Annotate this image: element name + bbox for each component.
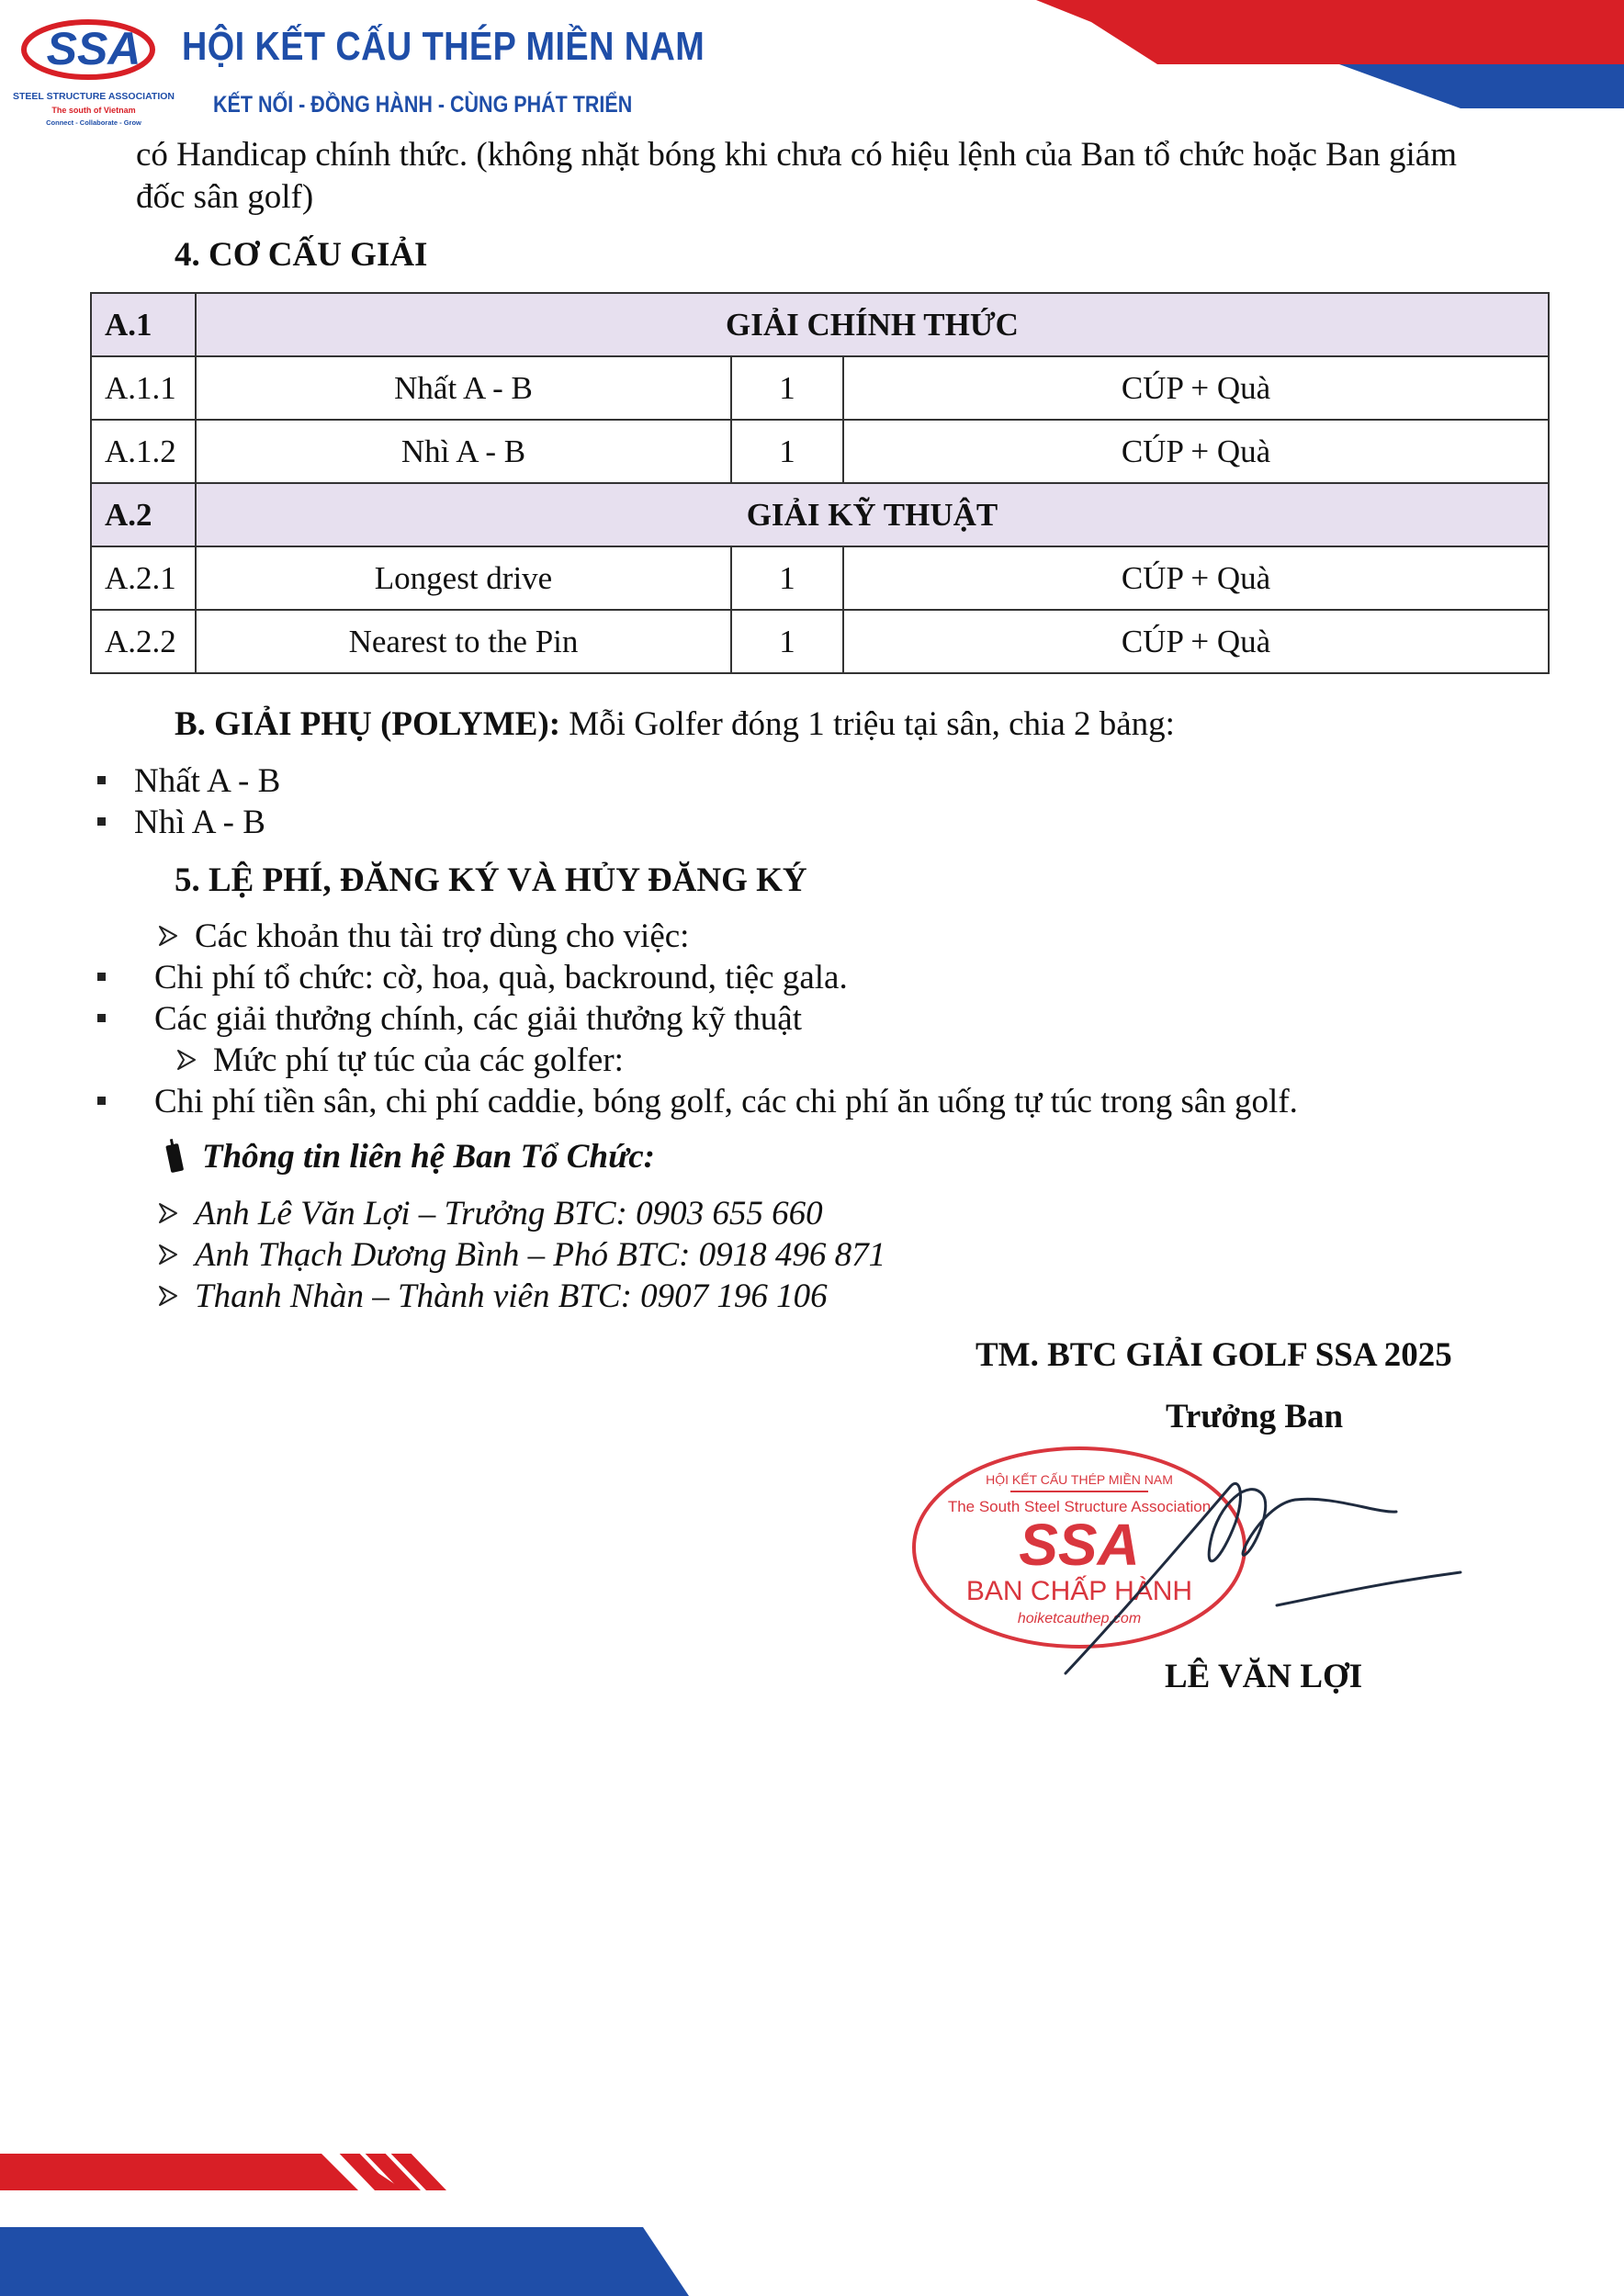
row-qty: 1 (731, 420, 843, 483)
table-row (91, 356, 1549, 420)
org-name: HỘI KẾT CẤU THÉP MIỀN NAM (182, 24, 705, 69)
seal-abbr: SSA (1019, 1512, 1140, 1578)
square-bullet-icon (97, 776, 106, 784)
section-code: A.1 (91, 293, 196, 356)
contact-person: Anh Thạch Dương Bình – Phó BTC: 0918 496 871 (195, 1236, 886, 1274)
ssa-logo (13, 11, 175, 134)
arrow-bullet-icon (156, 924, 180, 948)
row-name: Nearest to the Pin (196, 610, 731, 673)
arrow-bullet-icon (156, 1284, 180, 1308)
arrow-bullet-icon (175, 1048, 198, 1072)
contact-person: Thanh Nhàn – Thành viên BTC: 0907 196 106 (195, 1277, 828, 1315)
row-code: A.2.2 (91, 610, 196, 673)
contact-person: Anh Lê Văn Lợi – Trưởng BTC: 0903 655 660 (195, 1195, 823, 1232)
row-qty: 1 (731, 356, 843, 420)
logo-line3: Connect - Collaborate - Grow (46, 118, 141, 127)
header-corner-decoration (1036, 0, 1624, 108)
slogan: KẾT NỐI - ĐỒNG HÀNH - CÙNG PHÁT TRIỂN (213, 92, 633, 118)
phone-icon (164, 1139, 187, 1176)
logo-line1: STEEL STRUCTURE ASSOCIATION (13, 91, 175, 102)
row-name: Longest drive (196, 546, 731, 610)
signature-org-line: TM. BTC GIẢI GOLF SSA 2025 (976, 1336, 1452, 1374)
row-qty: 1 (731, 546, 843, 610)
table-section-row (91, 293, 1549, 356)
section-5-title: 5. LỆ PHÍ, ĐĂNG KÝ VÀ HỦY ĐĂNG KÝ (175, 861, 807, 899)
logo-line2: The south of Vietnam (51, 106, 136, 115)
intro-line-2: đốc sân golf) (136, 178, 314, 216)
signature-role: Trưởng Ban (1166, 1398, 1344, 1435)
row-code: A.2.1 (91, 546, 196, 610)
section-4-title: 4. CƠ CẤU GIẢI (175, 236, 428, 274)
row-reward: CÚP + Quà (843, 420, 1549, 483)
prize-structure-table (90, 292, 1550, 674)
row-name: Nhất A - B (196, 356, 731, 420)
arrow-bullet-icon (156, 1243, 180, 1266)
seal-arc-text: The South Steel Structure Association (947, 1498, 1212, 1515)
signer-name: LÊ VĂN LỢI (1165, 1658, 1363, 1695)
seal-top-text: HỘI KẾT CẤU THÉP MIỀN NAM (986, 1472, 1173, 1487)
table-row (91, 420, 1549, 483)
list-item: Các giải thưởng chính, các giải thưởng kỹ thuật (154, 1000, 802, 1038)
contact-title: Thông tin liên hệ Ban Tổ Chức: (202, 1138, 655, 1176)
section-title: GIẢI KỸ THUẬT (196, 483, 1549, 546)
logo-abbr: SSA (46, 23, 141, 74)
square-bullet-icon (97, 1097, 106, 1105)
table-row (91, 546, 1549, 610)
list-item: Chi phí tổ chức: cờ, hoa, quà, backround, tiệc gala. (154, 959, 848, 996)
section-5-sub-1: Các khoản thu tài trợ dùng cho việc: (195, 917, 690, 955)
section-b-line (175, 703, 1175, 745)
seal-web: hoiketcauthep.com (1017, 1611, 1142, 1626)
table-row (91, 610, 1549, 673)
section-code: A.2 (91, 483, 196, 546)
row-qty: 1 (731, 610, 843, 673)
square-bullet-icon (97, 973, 106, 981)
section-title: GIẢI CHÍNH THỨC (196, 293, 1549, 356)
square-bullet-icon (97, 817, 106, 826)
section-b-title: B. GIẢI PHỤ (POLYME): (175, 705, 561, 743)
handwritten-signature (1047, 1468, 1479, 1679)
square-bullet-icon (97, 1014, 106, 1022)
list-item: Nhất A - B (134, 762, 281, 800)
list-item: Chi phí tiền sân, chi phí caddie, bóng golf, các chi phí ăn uống tự túc trong sân golf. (154, 1083, 1298, 1120)
section-5-sub-2: Mức phí tự túc của các golfer: (213, 1041, 624, 1079)
row-code: A.1.1 (91, 356, 196, 420)
row-reward: CÚP + Quà (843, 610, 1549, 673)
footer-decoration (0, 2154, 827, 2296)
list-item: Nhì A - B (134, 804, 265, 841)
row-code: A.1.2 (91, 420, 196, 483)
table-section-row (91, 483, 1549, 546)
row-name: Nhì A - B (196, 420, 731, 483)
arrow-bullet-icon (156, 1201, 180, 1225)
section-b-text: Mỗi Golfer đóng 1 triệu tại sân, chia 2 bảng: (560, 705, 1175, 743)
seal-unit: BAN CHẤP HÀNH (965, 1576, 1193, 1606)
row-reward: CÚP + Quà (843, 546, 1549, 610)
intro-line-1: có Handicap chính thức. (không nhặt bóng khi chưa có hiệu lệnh của Ban tổ chức hoặc Ban giám (136, 136, 1457, 174)
row-reward: CÚP + Quà (843, 356, 1549, 420)
